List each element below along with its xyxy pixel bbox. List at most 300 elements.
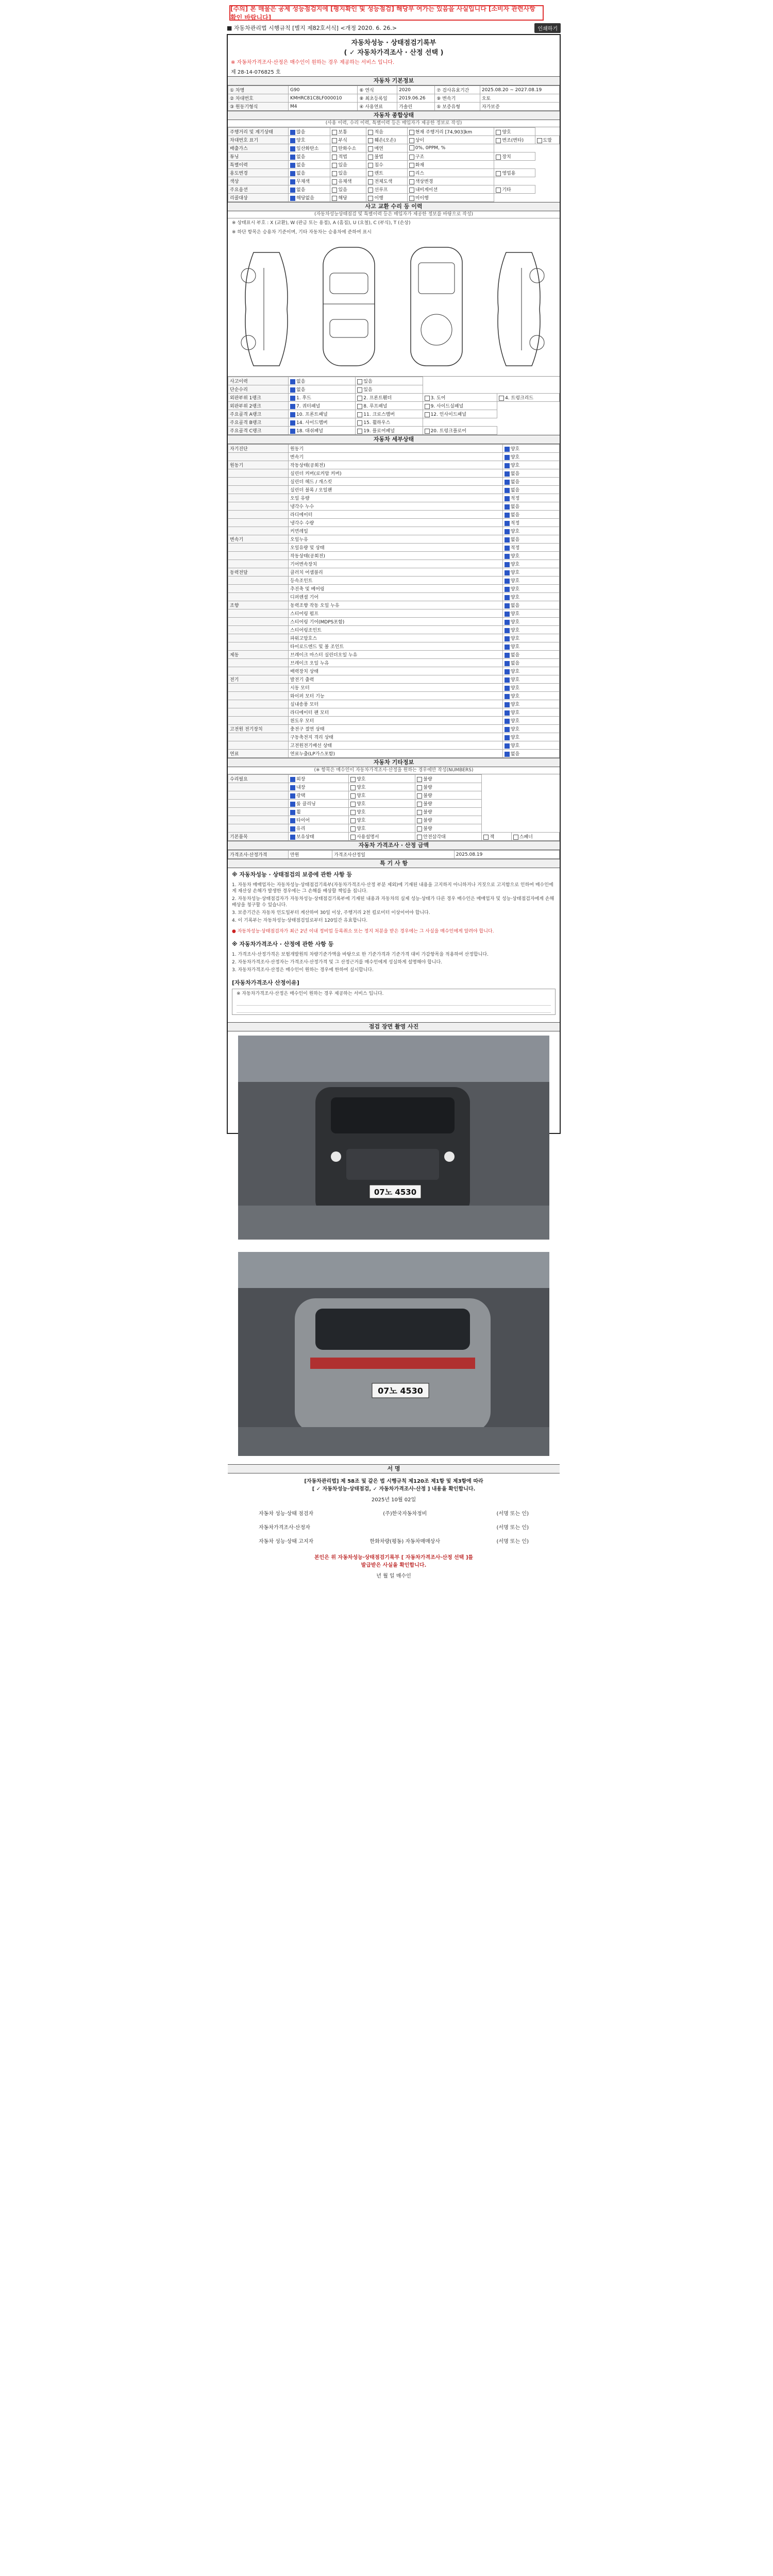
form-title: 자동차성능 · 상태점검기록부: [351, 39, 436, 47]
detail-cell: [289, 494, 503, 502]
detail-cell: [289, 609, 503, 618]
sign-footer-1: 본인은 위 자동차성능·상태점검기록부 [ 자동차가격조사·산정 선택 ]를: [314, 1555, 474, 1561]
basic-row: [228, 94, 560, 103]
detail-text: 양호: [510, 529, 520, 534]
special-text: 상이: [415, 138, 425, 143]
detail-cell: [502, 642, 559, 651]
status-checkbox[interactable]: [505, 636, 510, 641]
detail-text: 작동상태(공회전): [290, 554, 325, 559]
checkbox[interactable]: [409, 196, 414, 201]
signature-field[interactable]: (서명 또는 인): [496, 1525, 529, 1531]
checkbox[interactable]: [496, 155, 501, 160]
special-text: 침수: [374, 163, 383, 168]
checkbox[interactable]: [496, 130, 501, 135]
accident-cell: [289, 402, 356, 410]
detail-cell: [228, 461, 289, 469]
detail-cell: [228, 486, 289, 494]
special-cell: [228, 185, 289, 194]
status-checkbox[interactable]: [505, 752, 510, 757]
checkbox[interactable]: [357, 379, 362, 384]
checkbox[interactable]: [409, 155, 414, 160]
special-cell: [330, 152, 366, 161]
options-row: [228, 816, 560, 824]
checkbox[interactable]: [409, 171, 414, 176]
special-text: 많음: [296, 130, 306, 135]
status-checkbox[interactable]: [505, 455, 510, 460]
detail-row: [228, 593, 560, 601]
checkbox[interactable]: [409, 188, 414, 193]
special-row: [228, 185, 560, 194]
status-checkbox[interactable]: [505, 496, 510, 501]
note-paragraph: 2. 자동차성능·상태점검자가 자동차성능·상태점검기록부에 기재된 내용과 자동차의 실제 성능·상태가 다른 경우 매수인은 매매업자 및 성능·상태점검자에게 손해배상을 청구할 수 있습니다.: [232, 896, 554, 908]
detail-row: [228, 667, 560, 675]
detail-text: 양호: [510, 645, 520, 650]
checkbox[interactable]: [368, 155, 373, 160]
basic-text: 오토: [481, 96, 491, 101]
form-reference: ■ 자동차관리법 시행규칙 [별지 제82호서식] <개정 2020. 6. 26.>: [227, 25, 397, 31]
detail-text: 양호: [510, 636, 520, 641]
checkbox[interactable]: [290, 130, 295, 135]
options-cell: [415, 775, 482, 783]
detail-cell: [289, 511, 503, 519]
checkbox[interactable]: [357, 387, 362, 393]
sign-date: 2025년 10월 02일: [371, 1497, 416, 1503]
special-text: 적법: [338, 155, 347, 160]
checkbox[interactable]: [350, 818, 356, 823]
checkbox[interactable]: [290, 146, 295, 151]
basic-cell: [228, 86, 289, 94]
detail-text: 없음: [510, 471, 520, 477]
status-checkbox[interactable]: [505, 570, 510, 575]
status-checkbox[interactable]: [505, 661, 510, 666]
detail-cell: [502, 741, 559, 750]
detail-cell: [289, 750, 503, 758]
status-checkbox[interactable]: [505, 669, 510, 674]
detail-cell: [228, 626, 289, 634]
checkbox[interactable]: [290, 412, 295, 417]
detail-cell: [228, 642, 289, 651]
detail-cell: [228, 750, 289, 758]
special-text: 주요옵션: [230, 188, 248, 193]
accident-text: 14. 사이드멤버: [296, 420, 328, 426]
checkbox[interactable]: [483, 835, 489, 840]
detail-text: 원동기: [290, 447, 304, 452]
detail-cell: [502, 708, 559, 717]
checkbox[interactable]: [290, 818, 295, 823]
checkbox[interactable]: [332, 138, 337, 143]
detail-cell: [289, 552, 503, 560]
detail-text: 양호: [510, 686, 520, 691]
checkbox[interactable]: [290, 826, 295, 832]
accident-text: 단순수리: [230, 387, 248, 393]
car-front-top-diagram: [310, 242, 388, 371]
checkbox[interactable]: [290, 179, 295, 184]
detail-cell: [289, 535, 503, 544]
status-checkbox[interactable]: [505, 579, 510, 584]
detail-cell: [228, 667, 289, 675]
sign-text: 자동차 성능·상태 고지자: [259, 1539, 314, 1545]
status-checkbox[interactable]: [505, 686, 510, 691]
accident-row: [228, 410, 560, 418]
detail-text: 제동: [230, 653, 239, 658]
options-cell: [228, 791, 289, 800]
detail-cell: [228, 618, 289, 626]
detail-cell: [289, 544, 503, 552]
checkbox[interactable]: [417, 793, 422, 799]
checkbox[interactable]: [368, 196, 373, 201]
status-checkbox[interactable]: [505, 537, 510, 543]
checkbox[interactable]: [368, 163, 373, 168]
status-checkbox[interactable]: [505, 447, 510, 452]
status-checkbox[interactable]: [505, 612, 510, 617]
checkbox[interactable]: [290, 785, 295, 790]
accident-cell: [228, 402, 289, 410]
status-checkbox[interactable]: [505, 587, 510, 592]
checkbox[interactable]: [350, 810, 356, 815]
checkbox[interactable]: [350, 835, 356, 840]
warranty-red-note: ● 자동차성능·상태점검자가 최근 2년 이내 정비업 등록취소 또는 정지 처분을 받은 경우에는 그 사실을 매수인에게 알려야 합니다.: [232, 929, 494, 934]
status-checkbox[interactable]: [505, 677, 510, 683]
accident-text: 사고이력: [230, 379, 248, 384]
detail-text: 스티어링조인트: [290, 628, 322, 633]
special-cell: [289, 128, 330, 136]
status-checkbox[interactable]: [505, 554, 510, 559]
checkbox[interactable]: [290, 404, 295, 409]
sign-footer-2: 발급받은 사실을 확인합니다.: [361, 1563, 427, 1568]
detail-text: 라디에이터 팬 모터: [290, 710, 329, 716]
checkbox[interactable]: [368, 188, 373, 193]
accident-text: 20. 트렁크플로어: [430, 429, 466, 434]
options-cell: [415, 824, 482, 833]
checkbox[interactable]: [417, 810, 422, 815]
special-text: 없음: [296, 188, 306, 193]
checkbox[interactable]: [332, 155, 337, 160]
status-checkbox[interactable]: [505, 719, 510, 724]
checkbox[interactable]: [290, 163, 295, 168]
accident-table: [228, 377, 560, 435]
detail-cell: [502, 552, 559, 560]
detail-cell: [289, 708, 503, 717]
detail-text: 양호: [510, 455, 520, 460]
checkbox[interactable]: [368, 171, 373, 176]
special-cell: [228, 128, 289, 136]
checkbox[interactable]: [332, 171, 337, 176]
overall-status-head: 자동차 종합상태: [228, 111, 560, 120]
detail-row: [228, 659, 560, 667]
checkbox[interactable]: [425, 429, 430, 434]
price-cell: [454, 851, 559, 859]
status-checkbox[interactable]: [505, 521, 510, 526]
basic-cell: [358, 94, 397, 103]
accident-text: 18. 대쉬패널: [296, 429, 323, 434]
special-cell: [330, 144, 366, 152]
checkbox[interactable]: [350, 802, 356, 807]
checkbox[interactable]: [357, 429, 362, 434]
checkbox[interactable]: [332, 196, 337, 201]
price-cell: [332, 851, 455, 859]
basic-text: ⑥ 연식: [359, 88, 374, 93]
checkbox[interactable]: [357, 404, 362, 409]
checkbox[interactable]: [409, 130, 414, 135]
checkbox[interactable]: [290, 171, 295, 176]
detail-text: 스티어링 펌프: [290, 612, 319, 617]
checkbox[interactable]: [417, 802, 422, 807]
special-text: 배출가스: [230, 146, 248, 151]
accident-cell: [228, 427, 289, 435]
checkbox[interactable]: [350, 793, 356, 799]
special-text: 있음: [338, 171, 347, 176]
detail-cell: [289, 684, 503, 692]
special-cell: [228, 144, 289, 152]
checkbox[interactable]: [350, 785, 356, 790]
detail-cell: [289, 659, 503, 667]
checkbox[interactable]: [290, 835, 295, 840]
checkbox[interactable]: [350, 777, 356, 782]
options-cell: [415, 800, 482, 808]
detail-cell: [228, 527, 289, 535]
special-cell: [407, 194, 494, 202]
checkbox[interactable]: [409, 163, 414, 168]
checkbox[interactable]: [290, 188, 295, 193]
basic-cell: [397, 94, 435, 103]
special-cell: [289, 185, 330, 194]
warranty-subtitle: ※ 자동차성능 · 상태점검의 보증에 관한 사항 등: [232, 871, 352, 878]
accident-text: 7. 쿼터패널: [296, 404, 321, 409]
detail-row: [228, 741, 560, 750]
sign-text: 자동차가격조사·산정자: [259, 1525, 310, 1531]
special-cell: [407, 136, 494, 144]
detail-text: 없음: [510, 752, 520, 757]
checkbox[interactable]: [357, 420, 362, 426]
options-cell: [228, 775, 289, 783]
checkbox[interactable]: [425, 404, 430, 409]
options-row: [228, 783, 560, 791]
photo-rear-illustration: [238, 1252, 549, 1456]
basic-text: 자가보증: [481, 105, 500, 110]
checkbox[interactable]: [417, 835, 422, 840]
special-text: 장치: [502, 155, 511, 160]
checkbox[interactable]: [409, 179, 414, 184]
detail-cell: [289, 527, 503, 535]
sign-footer-3: 년 월 일 매수인: [376, 1573, 411, 1579]
note-paragraph: 2. 자동차가격조사·산정자는 가격조사·산정가격 및 그 산정근거를 매수인에게 성실하게 설명해야 합니다.: [232, 960, 443, 965]
options-cell: [482, 833, 511, 841]
status-checkbox[interactable]: [505, 620, 510, 625]
accident-row: [228, 377, 560, 385]
checkbox[interactable]: [368, 138, 373, 143]
detail-cell: [289, 461, 503, 469]
signature-field[interactable]: (서명 또는 인): [496, 1539, 529, 1545]
checkbox[interactable]: [290, 155, 295, 160]
checkbox[interactable]: [290, 777, 295, 782]
basic-cell: [397, 86, 435, 94]
checkbox[interactable]: [499, 396, 504, 401]
status-checkbox[interactable]: [505, 513, 510, 518]
checkbox[interactable]: [290, 429, 295, 434]
checkbox[interactable]: [357, 412, 362, 417]
special-cell: [366, 144, 407, 152]
checkbox[interactable]: [290, 396, 295, 401]
status-checkbox[interactable]: [505, 595, 510, 600]
special-cell: [366, 152, 407, 161]
special-cell: [494, 185, 535, 194]
checkbox[interactable]: [332, 188, 337, 193]
checkbox[interactable]: [290, 802, 295, 807]
checkbox[interactable]: [332, 163, 337, 168]
status-checkbox[interactable]: [505, 603, 510, 608]
detail-row: [228, 461, 560, 469]
status-checkbox[interactable]: [505, 645, 510, 650]
checkbox[interactable]: [290, 196, 295, 201]
checkbox[interactable]: [537, 138, 542, 143]
detail-text: 와이퍼 모터 기능: [290, 694, 325, 699]
checkbox[interactable]: [290, 793, 295, 799]
detail-text: 작동상태(공회전): [290, 463, 325, 468]
options-cell: [289, 800, 349, 808]
special-text: 리스: [415, 171, 425, 176]
checkbox[interactable]: [513, 835, 518, 840]
checkbox[interactable]: [417, 826, 422, 832]
checkbox[interactable]: [290, 387, 295, 393]
status-checkbox[interactable]: [505, 702, 510, 707]
detail-cell: [502, 519, 559, 527]
checkbox[interactable]: [496, 188, 501, 193]
checkbox[interactable]: [357, 396, 362, 401]
options-text: 기본품목: [230, 835, 248, 840]
detail-text: 양호: [510, 595, 520, 600]
detail-cell: [502, 568, 559, 577]
checkbox[interactable]: [332, 146, 337, 151]
accident-text: 12. 인사이드패널: [430, 412, 466, 417]
checkbox[interactable]: [332, 179, 337, 184]
detail-text: 원동기: [230, 463, 244, 468]
status-checkbox[interactable]: [505, 463, 510, 468]
signature-field[interactable]: (서명 또는 인): [496, 1511, 529, 1517]
detail-row: [228, 511, 560, 519]
special-cell: [366, 177, 407, 185]
detail-cell: [289, 568, 503, 577]
checkbox[interactable]: [332, 130, 337, 135]
options-row: [228, 824, 560, 833]
checkbox[interactable]: [425, 396, 430, 401]
detail-text: 양호: [510, 719, 520, 724]
detail-cell: [502, 502, 559, 511]
special-text: 탄화수소: [338, 146, 357, 151]
special-text: 있음: [338, 163, 347, 168]
checkbox[interactable]: [417, 818, 422, 823]
inspection-photo-front[interactable]: [238, 1036, 549, 1240]
checkbox[interactable]: [350, 826, 356, 832]
status-checkbox[interactable]: [505, 743, 510, 749]
status-checkbox[interactable]: [505, 471, 510, 477]
special-notes-head: 특 기 사 항: [228, 859, 560, 868]
status-checkbox[interactable]: [505, 488, 510, 493]
status-checkbox[interactable]: [505, 727, 510, 732]
detail-cell: [228, 741, 289, 750]
detail-row: [228, 750, 560, 758]
accident-cell: [356, 427, 423, 435]
detail-text: 충전구 절연 상태: [290, 727, 325, 732]
status-checkbox[interactable]: [505, 694, 510, 699]
checkbox[interactable]: [290, 379, 295, 384]
status-checkbox[interactable]: [505, 562, 510, 567]
checkbox[interactable]: [368, 130, 373, 135]
inspection-photo-rear[interactable]: [238, 1252, 549, 1456]
detail-text: 연료누출(LP가스포함): [290, 752, 335, 757]
checkbox[interactable]: [368, 179, 373, 184]
detail-text: 양호: [510, 702, 520, 707]
options-row: [228, 800, 560, 808]
options-text: 보유상태: [296, 835, 314, 840]
detail-text: 없음: [510, 603, 520, 608]
options-head: 자동차 기타정보: [228, 758, 560, 767]
detail-cell: [502, 593, 559, 601]
status-checkbox[interactable]: [505, 546, 510, 551]
options-cell: [228, 800, 289, 808]
options-row: [228, 808, 560, 816]
special-cell: [366, 194, 407, 202]
detail-text: 기어변속장치: [290, 562, 317, 567]
checkbox[interactable]: [417, 785, 422, 790]
detail-cell: [289, 585, 503, 593]
options-cell: [228, 783, 289, 791]
detail-cell: [502, 494, 559, 502]
status-checkbox[interactable]: [505, 628, 510, 633]
detail-text: 없음: [510, 513, 520, 518]
accident-cell: [289, 385, 356, 394]
sign-text: (주)한국자동차정비: [383, 1511, 427, 1517]
accident-text: 2. 프론트휀더: [363, 396, 392, 401]
checkbox[interactable]: [290, 810, 295, 815]
status-checkbox[interactable]: [505, 735, 510, 740]
sign-text: 한화차량(평동) 자동차매매상사: [369, 1539, 441, 1545]
options-text: 불량: [423, 793, 432, 799]
checkbox[interactable]: [417, 777, 422, 782]
detail-cell: [228, 733, 289, 741]
checkbox[interactable]: [290, 138, 295, 143]
detail-cell: [289, 733, 503, 741]
accident-cell: [423, 394, 497, 402]
status-checkbox[interactable]: [505, 504, 510, 510]
accident-cell: [228, 410, 289, 418]
special-cell: [289, 161, 330, 169]
detail-text: 양호: [510, 743, 520, 749]
print-button[interactable]: 인쇄하기: [534, 23, 561, 33]
options-text: 수리필요: [230, 777, 248, 782]
checkbox[interactable]: [368, 146, 373, 151]
checkbox[interactable]: [409, 138, 414, 143]
status-checkbox[interactable]: [505, 480, 510, 485]
checkbox[interactable]: [425, 412, 430, 417]
special-cell: [407, 169, 494, 177]
checkbox[interactable]: [496, 138, 501, 143]
status-checkbox[interactable]: [505, 710, 510, 716]
accident-text: 15. 휠하우스: [363, 420, 391, 426]
detail-text: 조향: [230, 603, 239, 608]
detail-text: 없음: [510, 537, 520, 543]
checkbox[interactable]: [496, 171, 501, 176]
options-text: 불량: [423, 818, 432, 823]
accident-text: 4. 트렁크리드: [505, 396, 533, 401]
status-checkbox[interactable]: [505, 529, 510, 534]
detail-cell: [502, 725, 559, 733]
checkbox[interactable]: [290, 420, 295, 426]
options-cell: [289, 775, 349, 783]
detail-cell: [228, 684, 289, 692]
checkbox[interactable]: [409, 145, 414, 150]
detail-text: 동력전달: [230, 570, 248, 575]
status-checkbox[interactable]: [505, 653, 510, 658]
